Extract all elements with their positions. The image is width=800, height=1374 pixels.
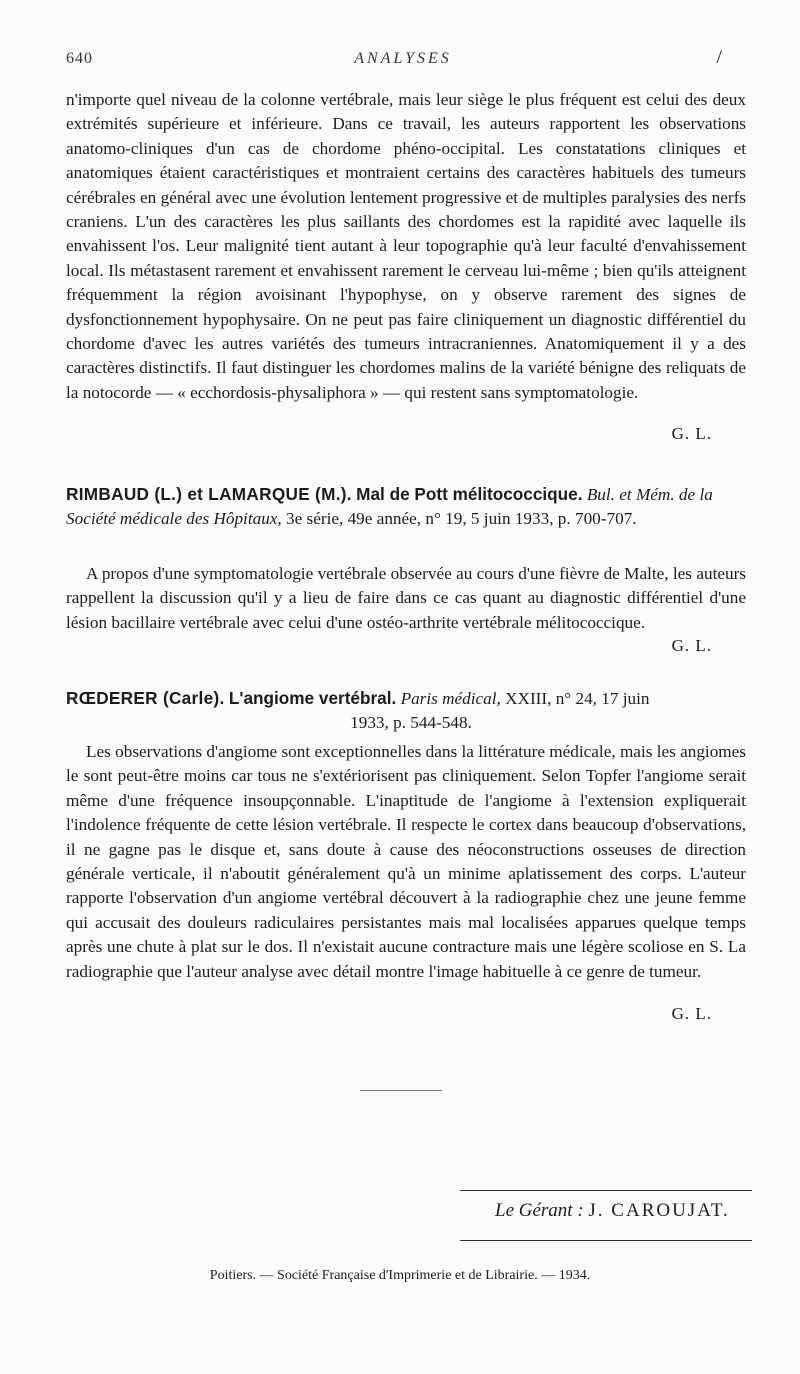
margin-mark: / [716, 46, 722, 68]
article-3-details: XXIII, n° 24, 17 juin [505, 689, 650, 708]
page-number: 640 [66, 50, 93, 67]
article-2-journal: Bul. et Mém. de la Société médicale des Hôpitaux, [66, 485, 713, 529]
signature-rule-top [460, 1190, 752, 1191]
section-title: ANALYSES [354, 50, 452, 67]
section-divider [360, 1090, 442, 1091]
article-3-journal: Paris médical, [400, 689, 501, 708]
article-2-reference [66, 482, 756, 532]
gerant-name: J. CAROUJAT. [588, 1200, 730, 1221]
article-3-title: L'angiome vertébral. [228, 688, 397, 708]
article-3-signature: G. L. [671, 1004, 712, 1023]
article-2-title: Mal de Pott mélitococcique. [356, 484, 583, 504]
article-3-details-2: 1933, p. 544-548. [350, 713, 472, 733]
article-2-body: A propos d'une symptomatologie vertébrale observée au cours d'une fièvre de Malte, les auteurs rappellent la discussion qu'il y a lieu de faire dans ce cas quant au diagnostic différentiel d'une lésion bacillaire vertébrale avec celui d'une ostéo-arthrite vertébrale mélitococcique. [66, 564, 746, 632]
article-2-signature: G. L. [671, 636, 712, 655]
article-1-body: n'importe quel niveau de la colonne vertébrale, mais leur siège le plus fréquent est celui des deux extrémités supérieure et inférieure. Dans ce travail, les auteurs rapportent les observations anatomo-cliniques d'un cas de chordome phéno-occipital. Les constatations cliniques et anatomiques étaient caractéristiques et montraient certains des caractères habituels des tumeurs cérébrales en général avec une évolution lentement progressive et de multiples paralysies des nerfs craniens. L'un des caractères les plus saillants des chordomes est la rapidité avec laquelle ils envahissent l'os. Leur malignité tient autant à leur topographie qu'à leur faculté d'envahissement local. Ils métastasent rarement et envahissent rarement le cerveau lui-même ; bien qu'ils atteignent fréquemment la région avoisinant l'hypophyse, on y observe rarement des signes de dysfonctionnement hypophysaire. On ne peut pas faire cliniquement un diagnostic différentiel du chordome d'avec les autres variétés des tumeurs intracraniennes. Anatomiquement il y a des caractères distinctifs. Il faut distinguer les chordomes malins de la variété bénigne des reliquats de la notocorde — « ecchordosis-physaliphora » — qui restent sans symptomatologie. [66, 90, 746, 402]
gerant-label: Le Gérant : [495, 1200, 584, 1221]
article-3-body: Les observations d'angiome sont exceptionnelles dans la littérature médicale, mais les angiomes le sont peut-être moins car tous ne s'extériorisent pas cliniquement. Selon Topfer l'angiome serait même d'une fréquence insoupçonnable. L'inaptitude de l'angiome à l'extension expliquerait l'indolence fréquente de cette lésion vertébrale. Il respecte le cortex dans beaucoup d'observations, il ne gagne pas le disque et, sans doute à cause des néoconstructions osseuses de direction générale verticale, il n'aboutit généralement qu'à un minime aplatissement des corps. L'auteur rapporte l'observation d'un angiome vertébral découvert à la radiographie chez une jeune femme qui accusait des douleurs radiculaires persistantes mais mal localisées apparues quelque temps après une chute à plat sur le dos. Il n'existait aucune contracture mais une légère scoliose en S. La radiographie que l'auteur analyse avec détail montre l'image habituelle à ce genre de tumeur. [66, 742, 746, 981]
printer-imprint: Poitiers. — Société Française d'Imprimerie et de Librairie. — 1934. [209, 1268, 591, 1283]
article-3-authors: RŒDERER (Carle). [66, 688, 225, 708]
signature-rule-bottom [460, 1240, 752, 1241]
running-head [66, 46, 740, 74]
article-3-reference [66, 686, 756, 736]
article-2-authors: RIMBAUD (L.) et LAMARQUE (M.). [66, 484, 352, 504]
article-2-details: 3e série, 49e année, n° 19, 5 juin 1933, p. 700-707. [286, 509, 637, 529]
gerant-signature [495, 1200, 730, 1222]
article-1-signature: G. L. [671, 424, 712, 443]
